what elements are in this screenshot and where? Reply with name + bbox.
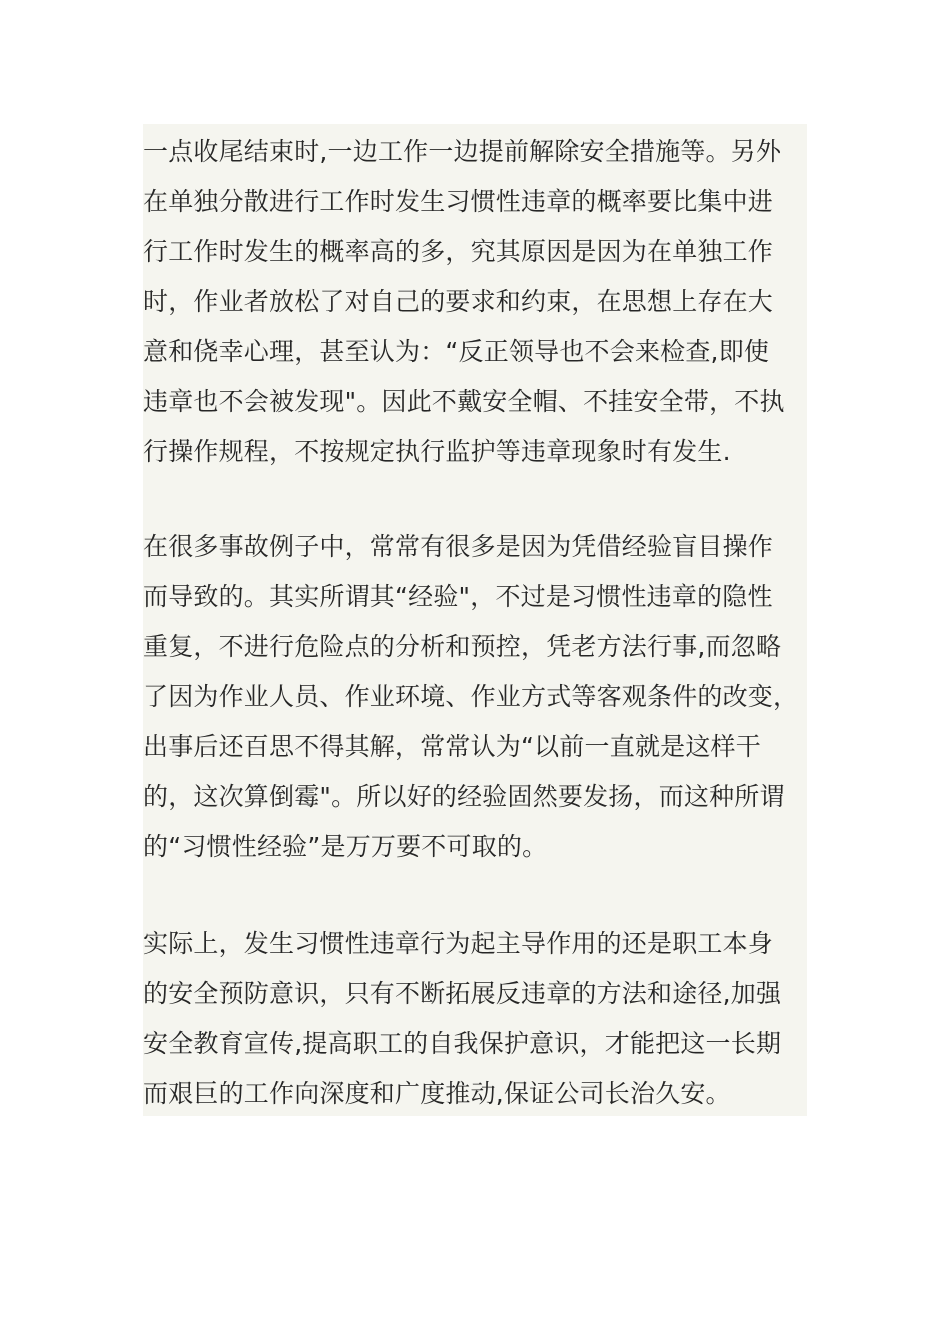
paragraph-line: 出事后还百思不得其解，常常认为“以前一直就是这样干: [143, 732, 761, 761]
paragraph-line: 在很多事故例子中，常常有很多是因为凭借经验盲目操作: [143, 532, 774, 561]
paragraph-line: 实际上，发生习惯性违章行为起主导作用的还是职工本身: [143, 929, 774, 958]
paragraph-line: 在单独分散进行工作时发生习惯性违章的概率要比集中进: [143, 187, 774, 216]
paragraph-2: [143, 522, 807, 872]
paragraph-line: 的“习惯性经验”是万万要不可取的。: [143, 832, 548, 861]
paragraph-line: 安全教育宣传,提高职工的自我保护意识，才能把这一长期: [143, 1029, 782, 1058]
paragraph-line: 行工作时发生的概率高的多，究其原因是因为在单独工作: [143, 237, 774, 266]
paragraph-line: 的，这次算倒霉"。所以好的经验固然要发扬，而这种所谓: [143, 782, 785, 811]
paragraph-line: 意和侥幸心理，甚至认为：“反正领导也不会来检查,即使: [143, 337, 770, 366]
paragraph-1: [143, 127, 807, 477]
paragraph-line: 重复，不进行危险点的分析和预控，凭老方法行事,而忽略: [143, 632, 782, 661]
paragraph-line: 而导致的。其实所谓其“经验"，不过是习惯性违章的隐性: [143, 582, 773, 611]
paragraph-line: 而艰巨的工作向深度和广度推动,保证公司长治久安。: [143, 1079, 731, 1108]
paragraph-line: 了因为作业人员、作业环境、作业方式等客观条件的改变，: [143, 682, 799, 711]
paragraph-3: [143, 919, 807, 1119]
paragraph-line: 违章也不会被发现"。因此不戴安全帽、不挂安全带，不执: [143, 387, 785, 416]
text-block: [143, 124, 807, 1116]
paragraph-line: 一点收尾结束时,一边工作一边提前解除安全措施等。另外: [143, 137, 782, 166]
paragraph-line: 时，作业者放松了对自己的要求和约束，在思想上存在大: [143, 287, 774, 316]
paragraph-line: 行操作规程，不按规定执行监护等违章现象时有发生.: [143, 437, 731, 466]
paragraph-line: 的安全预防意识，只有不断拓展反违章的方法和途径,加强: [143, 979, 782, 1008]
